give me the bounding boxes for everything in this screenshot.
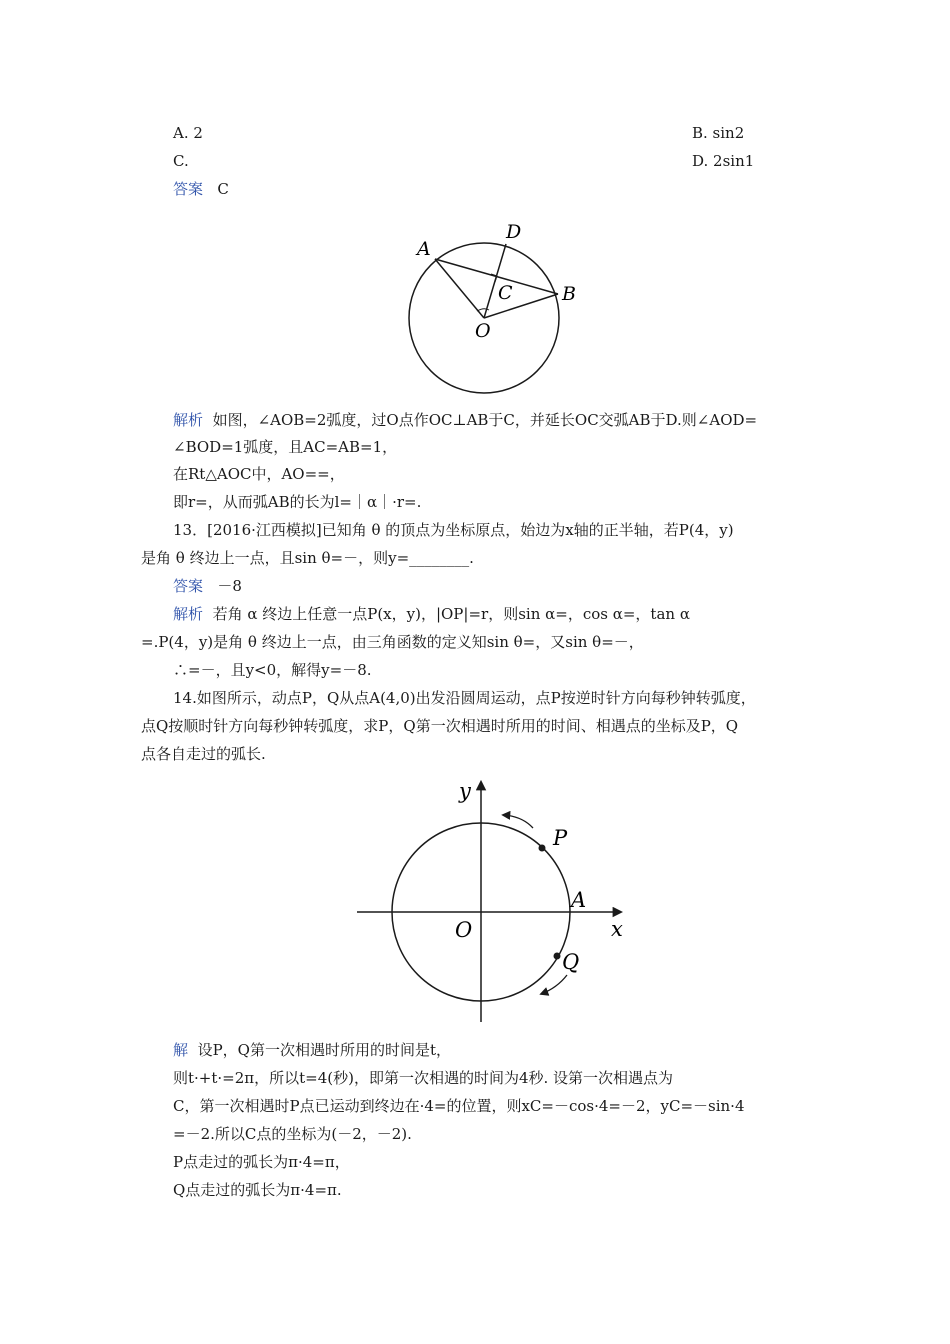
solution-q14-line2: 则t·+t·=2π，所以t=4(秒)，即第一次相遇的时间为4秒. 设第一次相遇点为: [173, 1069, 674, 1087]
label-o: O: [455, 918, 473, 942]
analysis-text: 若角 α 终边上任意一点P(x，y)，|OP|=r，则sin α=，cos α=，tan α: [212, 605, 690, 623]
solution-q14-line3: C，第一次相遇时P点已运动到终边在·4=的位置，则xC=－cos·4=－2，yC=－sin·4: [173, 1097, 745, 1115]
solution-q14-line5: P点走过的弧长为π·4=π，: [173, 1153, 350, 1171]
label-a: A: [417, 238, 431, 260]
answer-tag: 答案: [173, 180, 204, 198]
choice-a: A. 2: [173, 124, 203, 142]
answer-value: －8: [217, 577, 242, 595]
solution-tag: 解: [173, 1041, 189, 1059]
q14-stem-line1: 14.如图所示，动点P，Q从点A(4,0)出发沿圆周运动，点P按逆时针方向每秒钟转弧度，: [173, 689, 756, 707]
label-o: O: [475, 320, 491, 342]
label-c: C: [498, 282, 513, 304]
analysis-q13-line2: =.P(4，y)是角 θ 终边上一点，由三角函数的定义知sin θ=，又sin θ=－，: [141, 633, 644, 651]
analysis-q12-line3: 在Rt△AOC中，AO==，: [173, 465, 345, 483]
label-x: x: [611, 917, 623, 941]
answer-value: C: [217, 180, 229, 198]
answer-tag: 答案: [173, 577, 204, 595]
point-p: [539, 845, 546, 852]
analysis-q13-line3: ∴=－，且y<0，解得y=－8.: [173, 661, 372, 679]
choice-d: D. 2sin1: [692, 152, 755, 170]
radius-ob: [484, 294, 558, 318]
solution-text: 设P，Q第一次相遇时所用的时间是t，: [197, 1041, 451, 1059]
clockwise-arrow: [541, 975, 567, 994]
q14-stem-line3: 点各自走过的弧长.: [141, 745, 266, 763]
choice-b: B. sin2: [692, 124, 745, 142]
counterclockwise-arrow: [503, 815, 533, 828]
choice-c: C.: [173, 152, 189, 170]
analysis-q12-line4: 即r=，从而弧AB的长为l=｜α｜·r=.: [173, 493, 422, 511]
answer-row-q13: [173, 576, 242, 596]
point-q: [554, 953, 561, 960]
radius-oa: [435, 259, 484, 318]
solution-q14-line6: Q点走过的弧长为π·4=π.: [173, 1181, 342, 1199]
solution-q14-line4: =－2.所以C点的坐标为(－2，－2).: [173, 1125, 412, 1143]
analysis-tag: 解析: [173, 605, 204, 623]
analysis-q13-line1: [173, 604, 690, 624]
analysis-q12-line1: [173, 410, 757, 430]
label-d: D: [506, 221, 522, 243]
label-a: A: [571, 888, 587, 912]
label-p: P: [553, 826, 568, 850]
label-b: B: [562, 283, 576, 305]
analysis-tag: 解析: [173, 411, 204, 429]
label-y: y: [459, 779, 471, 803]
label-q: Q: [562, 950, 580, 974]
q14-stem-line2: 点Q按顺时针方向每秒钟转弧度，求P，Q第一次相遇时所用的时间、相遇点的坐标及P，Q: [141, 717, 739, 735]
answer-row-q12: [173, 179, 229, 199]
analysis-text: 如图，∠AOB=2弧度，过O点作OC⊥AB于C，并延长OC交弧AB于D.则∠AOD=: [212, 411, 758, 429]
q13-stem-line1: 13．[2016·江西模拟]已知角 θ 的顶点为坐标原点，始边为x轴的正半轴，若P(4，y): [173, 521, 734, 539]
coordinate-circle-figure: [345, 770, 640, 1030]
q13-stem-line2: 是角 θ 终边上一点，且sin θ=－，则y=________.: [141, 549, 474, 567]
solution-q14-line1: [173, 1040, 451, 1060]
circle-chord-figure: [395, 208, 595, 400]
analysis-q12-line2: ∠BOD=1弧度，且AC=AB=1，: [173, 438, 398, 456]
